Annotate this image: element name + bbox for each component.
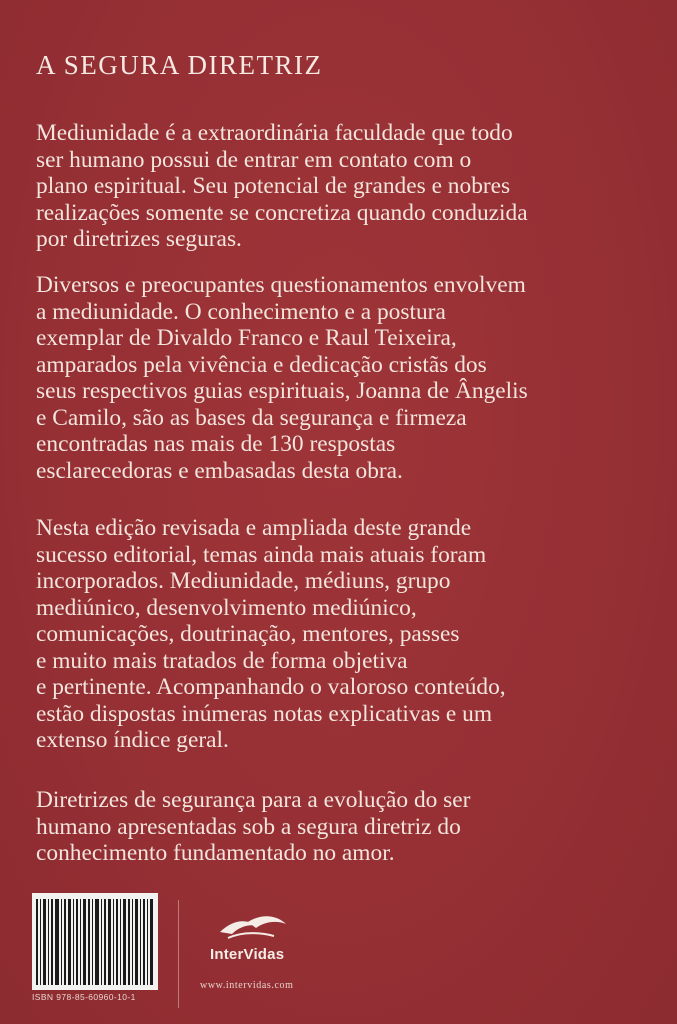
text-line: e muito mais tratados de forma objetiva xyxy=(36,647,408,674)
paragraph-3 xyxy=(36,515,636,754)
publisher-url: www.intervidas.com xyxy=(200,980,294,991)
text-line: por diretrizes seguras. xyxy=(36,226,242,252)
barcode-icon xyxy=(32,893,158,990)
text-line: Diretrizes de segurança para a evolução do ser xyxy=(36,787,471,813)
isbn-number: ISBN 978-85-60960-10-1 xyxy=(32,992,136,1002)
paragraph-1 xyxy=(36,120,636,253)
text-line: conhecimento fundamentado no amor. xyxy=(36,840,395,866)
text-line: seus respectivos guias espirituais, Joanna de Ângelis xyxy=(36,378,528,404)
text-line: a mediunidade. O conhecimento e a postura xyxy=(36,298,446,325)
text-line: encontradas nas mais de 130 respostas xyxy=(36,431,396,457)
paragraph-4 xyxy=(36,787,636,867)
vertical-divider xyxy=(178,900,179,1008)
text-line: ser humano possui de entrar em contato com o xyxy=(36,146,472,173)
text-line: comunicações, doutrinação, mentores, passes xyxy=(36,621,460,647)
text-line: extenso índice geral. xyxy=(36,727,229,753)
text-line: exemplar de Divaldo Franco e Raul Teixeira, xyxy=(36,325,457,351)
text-line: realizações somente se concretiza quando conduzida xyxy=(36,199,528,226)
text-line: humano apresentadas sob a segura diretriz do xyxy=(36,813,461,840)
text-line: Nesta edição revisada e ampliada deste grande xyxy=(36,515,472,541)
publisher-logo xyxy=(200,912,330,1002)
text-line: e Camilo, são as bases da segurança e firmeza xyxy=(36,404,467,431)
text-line: plano espiritual. Seu potencial de grandes e nobres xyxy=(36,173,511,199)
text-line: incorporados. Mediunidade, médiuns, grupo xyxy=(36,568,451,594)
text-line: estão dispostas inúmeras notas explicativas e um xyxy=(36,700,493,727)
bird-wave-logo-icon xyxy=(218,912,288,942)
paragraph-2 xyxy=(36,272,636,484)
barcode-block xyxy=(32,893,158,1009)
text-line: esclarecedoras e embasadas desta obra. xyxy=(36,457,403,484)
text-line: sucesso editorial, temas ainda mais atuais foram xyxy=(36,541,487,568)
text-line: e pertinente. Acompanhando o valoroso conteúdo, xyxy=(36,674,506,700)
text-line: amparados pela vivência e dedicação cristãs dos xyxy=(36,351,487,378)
text-line: Diversos e preocupantes questionamentos envolvem xyxy=(36,272,526,298)
publisher-name: InterVidas xyxy=(210,946,285,963)
cover-title: A SEGURA DIRETRIZ xyxy=(36,50,323,80)
text-line: Mediunidade é a extraordinária faculdade que todo xyxy=(36,120,513,146)
text-line: mediúnico, desenvolvimento mediúnico, xyxy=(36,594,417,621)
